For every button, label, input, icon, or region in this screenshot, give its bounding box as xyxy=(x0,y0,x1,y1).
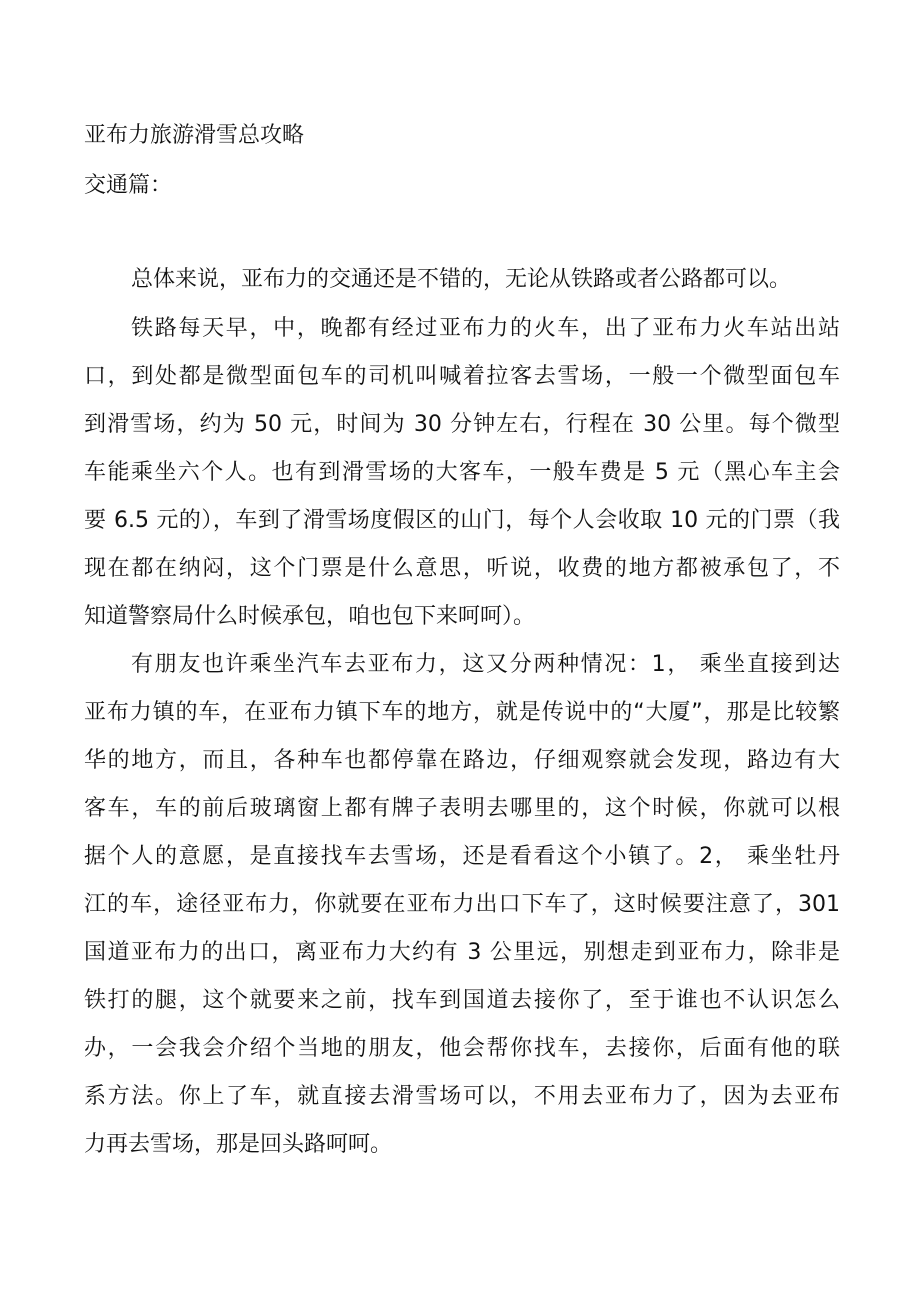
paragraph-3-line-6: 江的车，途径亚布力，你就要在亚布力出口下车了，这时候要注意了，301 xyxy=(84,892,840,917)
paragraph-3-line-5: 据个人的意愿，是直接找车去雪场，还是看看这个小镇了。2， 乘坐牡丹 xyxy=(84,844,840,869)
paragraph-3-line-7: 国道亚布力的出口，离亚布力大约有 3 公里远，别想走到亚布力，除非是 xyxy=(84,940,840,965)
paragraph-2-line-7: 知道警察局什么时候承包，咱也包下来呵呵）。 xyxy=(84,604,536,629)
document-title: 亚布力旅游滑雪总攻略 xyxy=(84,123,305,148)
paragraph-1-line-1: 总体来说，亚布力的交通还是不错的，无论从铁路或者公路都可以。 xyxy=(131,267,792,292)
paragraph-2-line-1: 铁路每天早，中，晚都有经过亚布力的火车，出了亚布力火车站出站 xyxy=(131,316,840,341)
paragraph-2-line-6: 现在都在纳闷，这个门票是什么意思，听说，收费的地方都被承包了，不 xyxy=(84,556,840,581)
paragraph-2-line-5: 要 6.5 元的），车到了滑雪场度假区的山门，每个人会收取 10 元的门票（我 xyxy=(84,508,840,533)
paragraph-3-line-1: 有朋友也许乘坐汽车去亚布力，这又分两种情况：1， 乘坐直接到达 xyxy=(131,652,840,677)
paragraph-3-line-3: 华的地方，而且，各种车也都停靠在路边，仔细观察就会发现，路边有大 xyxy=(84,748,840,773)
paragraph-3-line-2: 亚布力镇的车，在亚布力镇下车的地方，就是传说中的“大厦”，那是比较繁 xyxy=(84,700,840,725)
paragraph-3-line-11: 力再去雪场，那是回头路呵呵。 xyxy=(84,1132,393,1157)
paragraph-3-line-9: 办，一会我会介绍个当地的朋友，他会帮你找车，去接你，后面有他的联 xyxy=(84,1036,840,1061)
paragraph-3-line-10: 系方法。你上了车，就直接去滑雪场可以，不用去亚布力了，因为去亚布 xyxy=(84,1084,840,1109)
paragraph-3-line-4: 客车，车的前后玻璃窗上都有牌子表明去哪里的，这个时候，你就可以根 xyxy=(84,796,840,821)
paragraph-2-line-3: 到滑雪场，约为 50 元，时间为 30 分钟左右，行程在 30 公里。每个微型 xyxy=(84,412,840,437)
paragraph-3-line-8: 铁打的腿，这个就要来之前，找车到国道去接你了，至于谁也不认识怎么 xyxy=(84,988,840,1013)
paragraph-2-line-4: 车能乘坐六个人。也有到滑雪场的大客车，一般车费是 5 元（黑心车主会 xyxy=(84,460,840,485)
section-heading: 交通篇： xyxy=(84,173,173,198)
paragraph-2-line-2: 口，到处都是微型面包车的司机叫喊着拉客去雪场，一般一个微型面包车 xyxy=(84,364,840,389)
